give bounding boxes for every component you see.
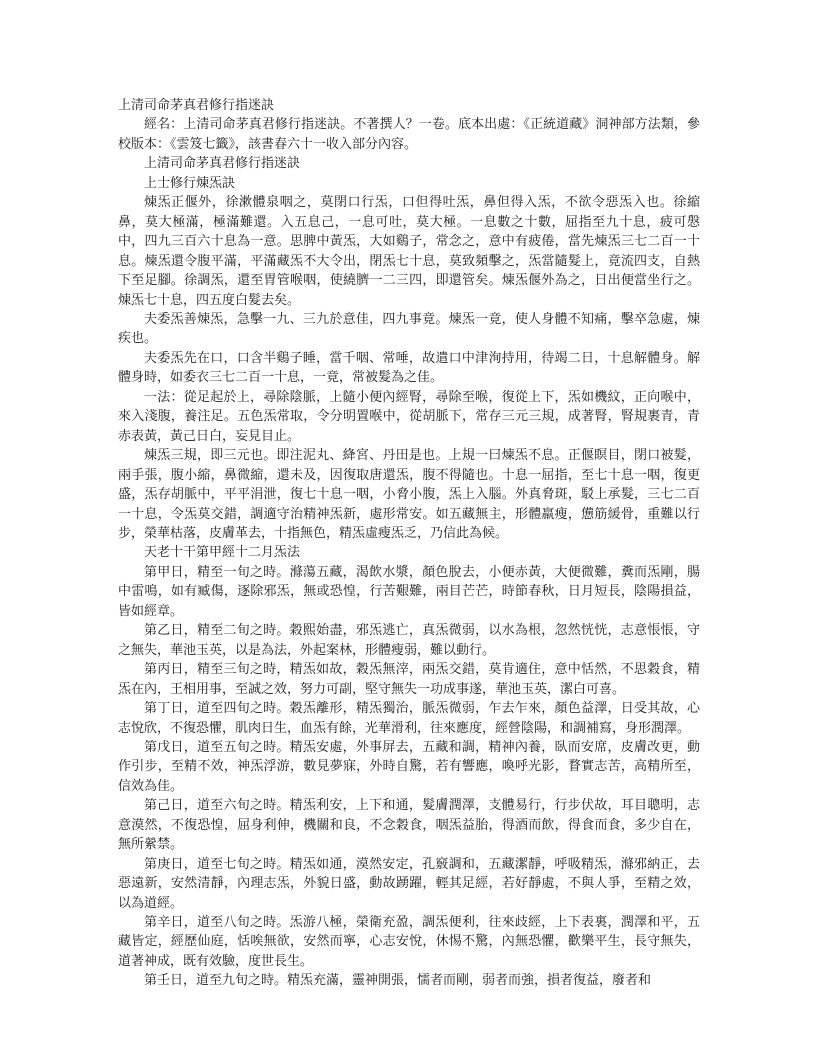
body-paragraph: 煉炁正偃外，徐漱體泉咽之，莫閉口行炁，口但得吐炁，鼻但得入炁，不欲令惡炁入也。徐縮鼻，莫大極滿，極滿難還。入五息己，一息可吐，莫大極。一息數之十數，屈指至九十息，疲可慇中，四九三百六十息為一意。思脾中黃炁，大如鷄子，常念之，意中有疲倦，當先煉炁三七二百一十息。煉炁還令腹平滿，平滿藏炁不大令出，閉炁七十息，莫致頻擊之，炁當隨髮上，竟流四支，自熱下至足腳。徐調炁，還至胃管喉咽，使繞臍一二三四，即還管矣。煉炁偃外為之，日出便當坐行之。煉炁七十息，四五度白髮去矣。	[118, 195, 700, 308]
body-paragraph-day-geng: 第庚日，道至七旬之時。精炁如通，漠然安定，孔竅調和，五藏潔靜，呼吸精炁，滌邪納正，去惡遠新，安然清靜，內理志炁，外貌日盛，動故踴躍，輕其足經，若好靜處，不與人爭，至精之效，以為道經。	[118, 856, 700, 911]
document-title: 上清司命茅真君修行指迷訣	[118, 98, 275, 113]
body-paragraph: 夫委炁善煉炁，急擊一九、三九於意佳，四九事竟。煉炁一竟，使人身體不知痛，擊卒急處，煉疾也。	[118, 311, 700, 347]
colophon-paragraph: 經名：上清司命茅真君修行指迷訣。不著撰人？一卷。底本出處：《正統道藏》洞神部方法類，參校版本：《雲笈七籤》，該書春六十一收入部分內容。	[118, 117, 700, 152]
document-body	[118, 96, 700, 991]
body-paragraph-day-ji: 第己日，道至六旬之時。精炁利安，上下和通，髮膚潤澤，支體易行，行步伏故，耳目聰明，志意漠然，不復恐惶，屈身利伸，機關和良，不念穀食，咽炁益胎，得酒而飲，得食而食，多少自在，無所縈禁。	[118, 798, 700, 853]
body-paragraph: 夫委炁先在口，口含半鷄子睡，當千咽、常唾，故遣口中津洵持用，待竭二日，十息解體身。解體身時，如委衣三七二百一十息，一竟，常被髮為之佳。	[118, 350, 700, 386]
body-paragraph-day-jia: 第甲日，精至一旬之時。滌蕩五藏，渴飲水漿，顏色脫去，小便赤黃，大便微難，糞而炁剛，腸中雷鳴，如有臧傷，逐除邪炁，無或恐惶，行苦艱難，兩目芒芒，時節春秋，日月短長，陰陽損益，皆如經章。	[118, 564, 700, 619]
inner-title: 上清司命茅真君修行指迷訣	[144, 156, 301, 172]
section-heading-twelve-month-qi-method: 天老十干第甲經十二月炁法	[144, 545, 301, 561]
body-paragraph-day-ren: 第壬日，道至九旬之時。精炁充滿，靈神開張，懦者而剛，弱者而強，損者復益，廢者和	[144, 973, 652, 989]
body-paragraph-day-bing: 第丙日，精至三旬之時，精炁如故，穀炁無滓，兩炁交錯，莫肯適住，意中恬然，不思穀食，精炁在內，王相用事，至誠之效，努力可副，堅守無失一功成事遂，華池玉英，潔白可喜。	[118, 662, 700, 697]
body-paragraph: 煉炁三規，即三元也。即注泥丸、絳宮、丹田是也。上規一曰煉炁不息。正偃瞑目，閉口被髮，兩手張，腹小縮，鼻微縮，還未及，因復取唐還炁，腹不得隨也。十息一屈指，至七十息一咽，復更盛，炁存胡脈中，平平涓泄，復七十息一咽，小脅小腹，炁上入腦。外真脅斑，駁上承髮，三七二百一十息，令炁莫交錯，調適守治精神炁新，處形常安。如五藏無主，形體羸瘦，憊筋緩骨，重難以行步，榮華枯落，皮膚革去，十指無色，精炁虛瘦炁乏，乃信此為候。	[118, 448, 700, 541]
body-paragraph-day-yi: 第乙日，精至二旬之時。穀熙始盡，邪炁逃亡，真炁微弱，以水為根，忽然恍恍，志意悵悵，守之無失，華池玉英，以是為法，外起案林，形體瘦弱，難以動行。	[118, 623, 700, 658]
body-paragraph: 一法：從足起於上，尋除陰脈，上隨小便內經腎，尋除至喉，復從上下，炁如機紋，正向喉中，來入淺腹，養注足。五色炁常取，令分明置喉中，從胡脈下，常存三元三規，成著腎，腎規裹青，青赤表黃，黃己日白，妄見目止。	[118, 389, 700, 444]
body-paragraph-day-wu: 第戊日，道至五旬之時。精炁安處，外事屏去，五藏和調，精神內養，臥而安席，皮膚改更，動作引步，至精不效，神炁浮游，數見夢寐，外時自驚，若有響應，喚呼光影，瞀實志苦，高精所至，信效為佳。	[118, 739, 700, 794]
body-paragraph-day-xin: 第辛日，道至八旬之時。炁游八極，榮衛充盈，調炁便利，往來歧經，上下表裏，潤澤和平，五藏皆定，經歷仙庭，恬唉無欲，安然而寧，心志安悅，休惕不驚，內無恐懼，歡樂平生，長守無失，道著神成，既有效驗，度世長生。	[118, 915, 700, 969]
section-heading-upper-practice: 上士修行煉炁訣	[144, 175, 236, 191]
body-paragraph-day-ding: 第丁日，道至四旬之時。穀炁離形，精炁獨治，脈炁微弱，乍去乍來，顏色益澤，日受其故，心志悅欣，不復恐懼，肌肉日生，血炁有餘，光華滑利，往來應度，經營陰陽，和調補寫，身形潤澤。	[118, 701, 700, 736]
